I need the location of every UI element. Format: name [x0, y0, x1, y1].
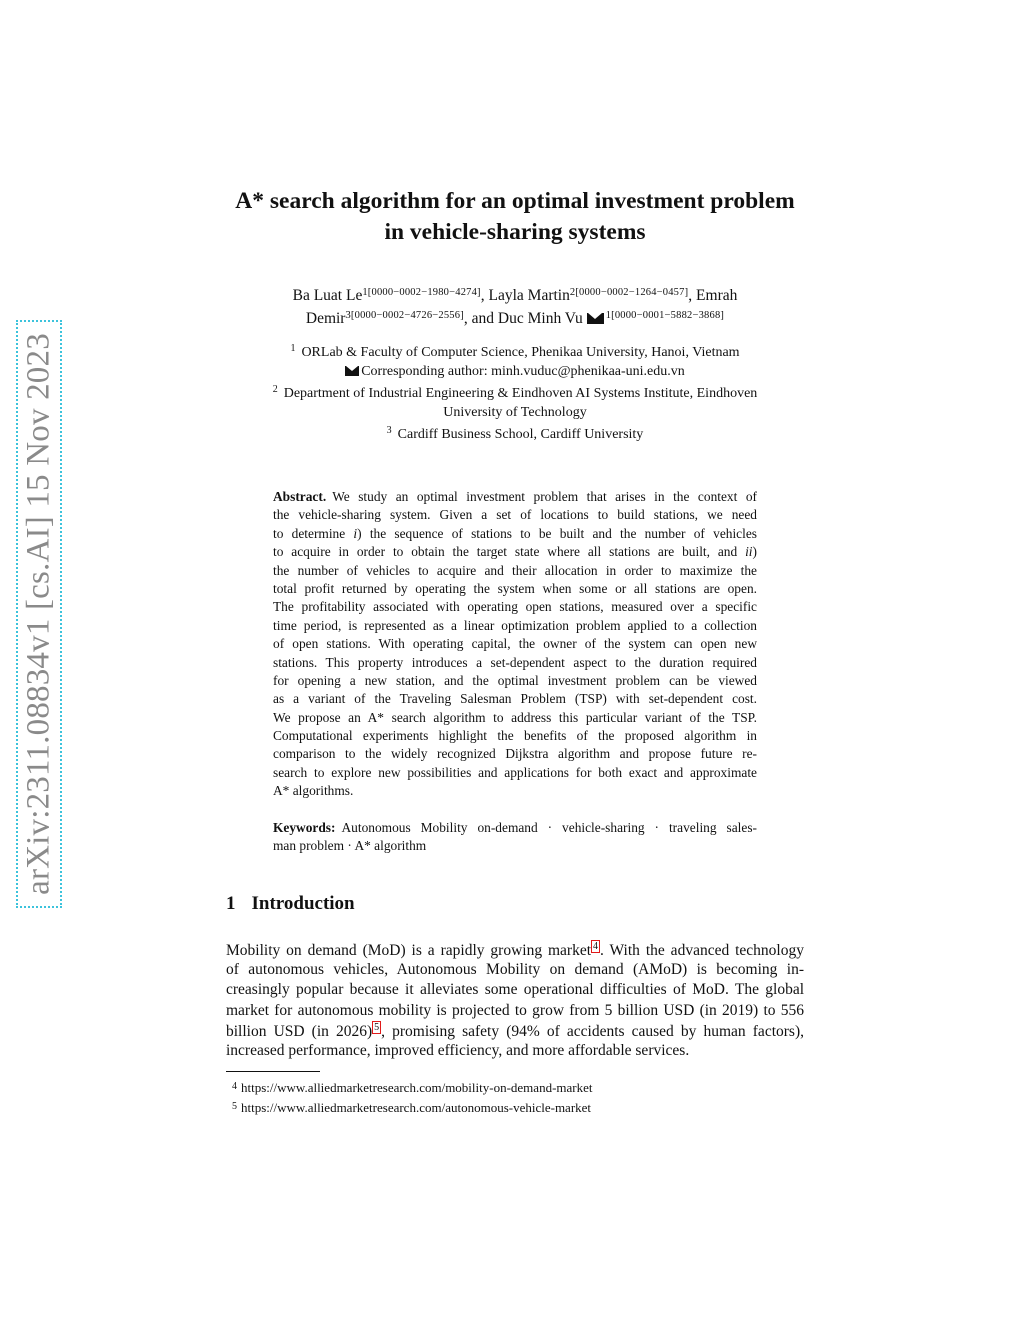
abstract — [273, 488, 757, 801]
abstract-line — [273, 525, 757, 543]
author-list — [180, 283, 850, 329]
body-line: market for autonomous mobility is projected to grow from 5 billion USD (in 2019) to 556 — [226, 1001, 804, 1019]
abstract-line: as a variant of the Traveling Salesman Problem (TSP) with set-dependent cost. — [273, 691, 757, 707]
body-text: . With the advanced technology — [600, 942, 804, 959]
body-text: , promising safety (94% of accidents caused by human factors), — [381, 1022, 804, 1040]
author-name: Ba Luat Le — [292, 287, 363, 304]
affiliation-text: Department of Industrial Engineering & Eindhoven AI Systems Institute, Eindhoven — [283, 386, 758, 401]
author-name: , and Duc Minh Vu — [463, 310, 583, 327]
abstract-line: Computational experiments highlight the benefits of the proposed algorithm in — [273, 728, 757, 744]
abstract-line — [273, 488, 757, 506]
footnote-divider — [226, 1071, 320, 1072]
title-line: A* search algorithm for an optimal investment problem — [235, 188, 795, 214]
arxiv-stamp[interactable] — [16, 320, 62, 908]
abstract-line: time period, is represented as a linear optimization problem applied to a collection — [273, 617, 757, 633]
abstract-line: of open stations. With operating capital, the owner of the system can open new — [273, 636, 757, 652]
author-name: , Layla Martin — [480, 287, 570, 304]
arxiv-identifier[interactable]: arXiv:2311.08834v1 [cs.AI] 15 Nov 2023 — [20, 333, 57, 895]
introduction-paragraph — [226, 940, 804, 1061]
affiliation — [180, 381, 850, 404]
footnote — [232, 1097, 593, 1117]
abstract-text: ii — [745, 544, 753, 560]
body-text: billion USD (in 2026) — [226, 1022, 373, 1040]
footnote-link[interactable]: 5 — [374, 1021, 380, 1033]
abstract-line: We propose an A* search algorithm to address this particular variant of the TSP. — [273, 709, 757, 725]
affiliation — [180, 404, 850, 423]
abstract-line: The profitability associated with operating open stations, measured over a specific — [273, 599, 757, 615]
section-number: 1 — [226, 893, 236, 914]
body-line — [226, 940, 804, 960]
abstract-text: to determine — [273, 525, 354, 541]
corresponding-author — [180, 363, 850, 382]
abstract-text: to acquire in order to obtain the target state where all stations are built, and — [273, 544, 746, 560]
corresponding-email[interactable]: Corresponding author: minh.vuduc@phenikaa-uni.edu.vn — [361, 363, 685, 379]
keywords-text: Autonomous Mobility on-demand · vehicle-sharing · traveling sales- — [341, 820, 757, 835]
affiliation — [180, 422, 850, 445]
title-line: in vehicle-sharing systems — [384, 219, 646, 245]
affiliation-text: University of Technology — [443, 404, 587, 420]
abstract-label: Abstract. — [273, 489, 327, 504]
affiliation-mark: 2 — [272, 384, 278, 395]
envelope-icon — [345, 366, 359, 376]
paper-title — [200, 186, 830, 248]
abstract-line: search to explore new possibilities and applications for both exact and approximate — [273, 764, 757, 780]
body-text: Mobility on demand (MoD) is a rapidly growing market — [226, 942, 592, 959]
abstract-line: comparison to the widely recognized Dijkstra algorithm and propose future re- — [273, 746, 757, 762]
keywords — [273, 819, 757, 856]
affiliations — [180, 340, 850, 445]
abstract-line: the vehicle-sharing system. Given a set of locations to build stations, we need — [273, 507, 757, 523]
section-heading — [226, 893, 355, 915]
author-line — [180, 283, 850, 306]
abstract-line: stations. This property introduces a set-dependent aspect to the duration required — [273, 654, 757, 670]
abstract-line: total profit returned by operating the system when some or all stations are open. — [273, 580, 757, 596]
abstract-text: ) — [752, 544, 757, 560]
orcid-id: 1[0000−0001−5882−3868] — [605, 310, 725, 321]
body-line: of autonomous vehicles, Autonomous Mobility on demand (AMoD) is becoming in- — [226, 961, 804, 979]
orcid-id: 2[0000−0002−1264−0457] — [569, 287, 689, 298]
abstract-text: We study an optimal investment problem that arises in the context of — [332, 489, 757, 504]
keywords-line: man problem · A* algorithm — [273, 838, 427, 854]
footnote-url[interactable]: https://www.alliedmarketresearch.com/autonomous-vehicle-market — [241, 1100, 592, 1115]
author-line — [180, 306, 850, 329]
abstract-text: i — [353, 525, 358, 541]
footnote-mark: 5 — [232, 1101, 237, 1112]
orcid-id: 1[0000−0002−1980−4274] — [362, 287, 481, 298]
envelope-icon — [587, 313, 604, 324]
footnote-mark: 4 — [232, 1081, 237, 1092]
section-title: Introduction — [251, 893, 355, 914]
keywords-label: Keywords: — [273, 820, 336, 835]
keywords-line — [273, 819, 757, 837]
abstract-line: for opening a new station, and the optimal investment problem can be viewed — [273, 672, 757, 688]
footnote-url[interactable]: https://www.alliedmarketresearch.com/mobility-on-demand-market — [241, 1080, 593, 1095]
author-name: Demir — [305, 310, 346, 327]
abstract-line: the number of vehicles to acquire and their allocation in order to maximize the — [273, 562, 757, 578]
footnote-link[interactable]: 4 — [593, 941, 599, 952]
affiliation-mark: 3 — [386, 425, 392, 436]
footnotes — [232, 1077, 593, 1117]
body-line — [226, 1021, 804, 1041]
affiliation — [180, 340, 850, 363]
affiliation-mark: 1 — [290, 343, 296, 354]
abstract-line: A* algorithms. — [273, 783, 354, 799]
affiliation-text: ORLab & Faculty of Computer Science, Phenikaa University, Hanoi, Vietnam — [301, 345, 740, 360]
author-name: , Emrah — [688, 287, 738, 304]
body-line: creasingly popular because it alleviates some operational difficulties of MoD. The global — [226, 981, 804, 999]
orcid-id: 3[0000−0002−4726−2556] — [345, 310, 464, 321]
abstract-line — [273, 543, 757, 561]
body-line: increased performance, improved efficiency, and more affordable services. — [226, 1041, 690, 1059]
affiliation-text: Cardiff Business School, Cardiff University — [397, 427, 644, 442]
abstract-text: ) the sequence of stations to be built and the number of vehicles — [357, 525, 757, 541]
footnote — [232, 1077, 593, 1097]
